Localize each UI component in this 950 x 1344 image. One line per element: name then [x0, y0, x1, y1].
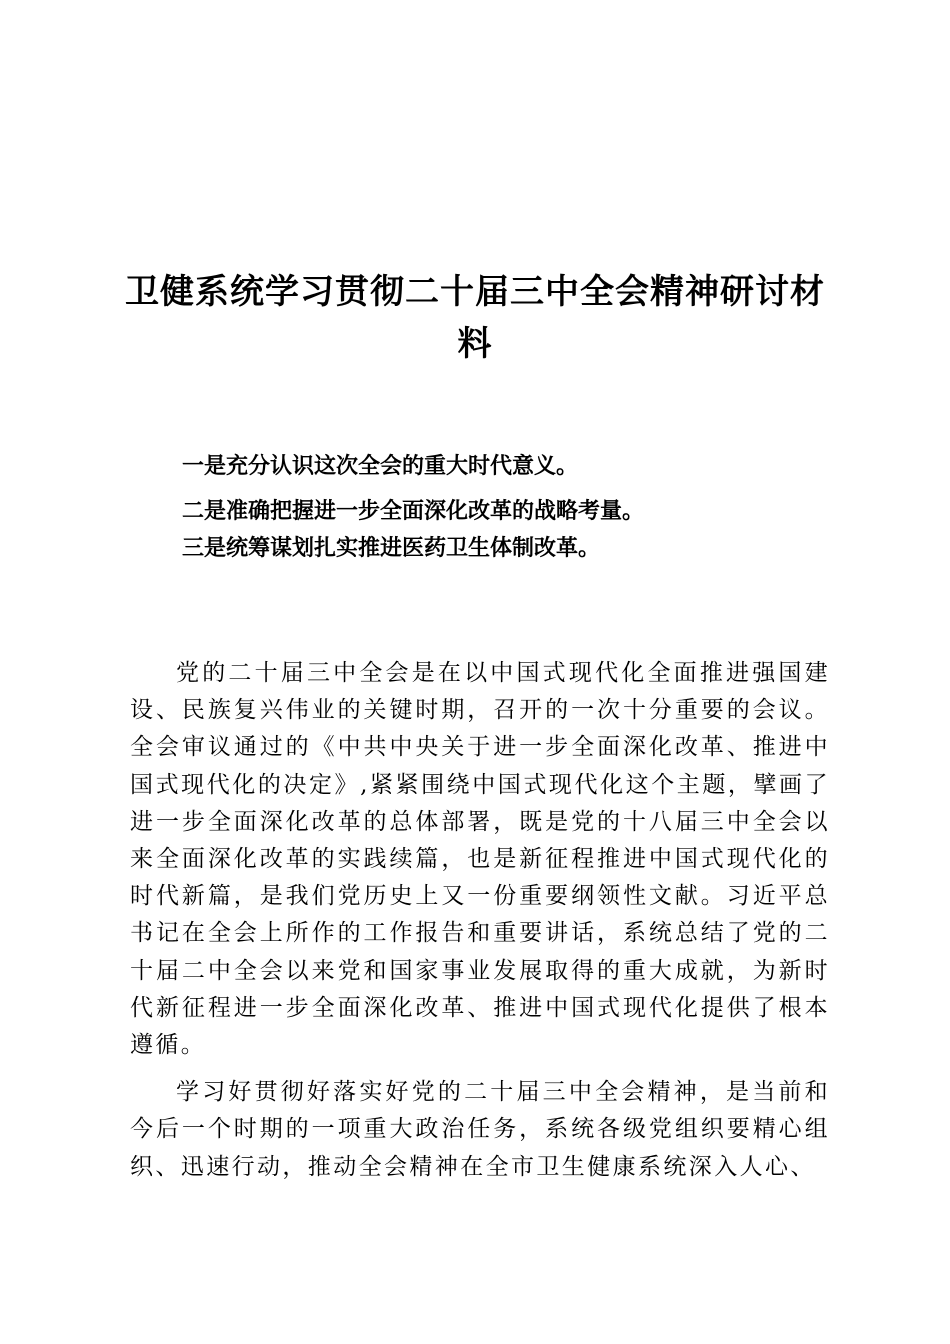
body-paragraph-1: 党的二十届三中全会是在以中国式现代化全面推进强国建设、民族复兴伟业的关键时期，召开的一次十分重要的会议。全会审议通过的《中共中央关于进一步全面深化改革、推进中国式现代化的决定》,紧紧围绕中国式现代化这个主题，擘画了进一步全面深化改革的总体部署，既是党的十八届三中全会以来全面深化改革的实践续篇，也是新征程推进中国式现代化的时代新篇，是我们党历史上又一份重要纲领性文献。习近平总书记在全会上所作的工作报告和重要讲话，系统总结了党的二十届二中全会以来党和国家事业发展取得的重大成就，为新时代新征程进一步全面深化改革、推进中国式现代化提供了根本遵循。	[130, 660, 830, 1059]
document-body	[130, 655, 830, 1196]
key-points-list	[182, 448, 832, 567]
key-point-1: 一是充分认识这次全会的重大时代意义。	[182, 454, 579, 479]
document-title: 卫健系统学习贯彻二十届三中全会精神研讨材料	[125, 272, 825, 364]
body-paragraph-2: 学习好贯彻好落实好党的二十届三中全会精神，是当前和今后一个时期的一项重大政治任务，系统各级党组织要精心组织、迅速行动，推动全会精神在全市卫生健康系统深入人心、	[130, 1079, 830, 1180]
key-point-3: 三是统筹谋划扎实推进医药卫生体制改革。	[182, 536, 601, 561]
key-point-2: 二是准确把握进一步全面深化改革的战略考量。	[182, 499, 645, 524]
